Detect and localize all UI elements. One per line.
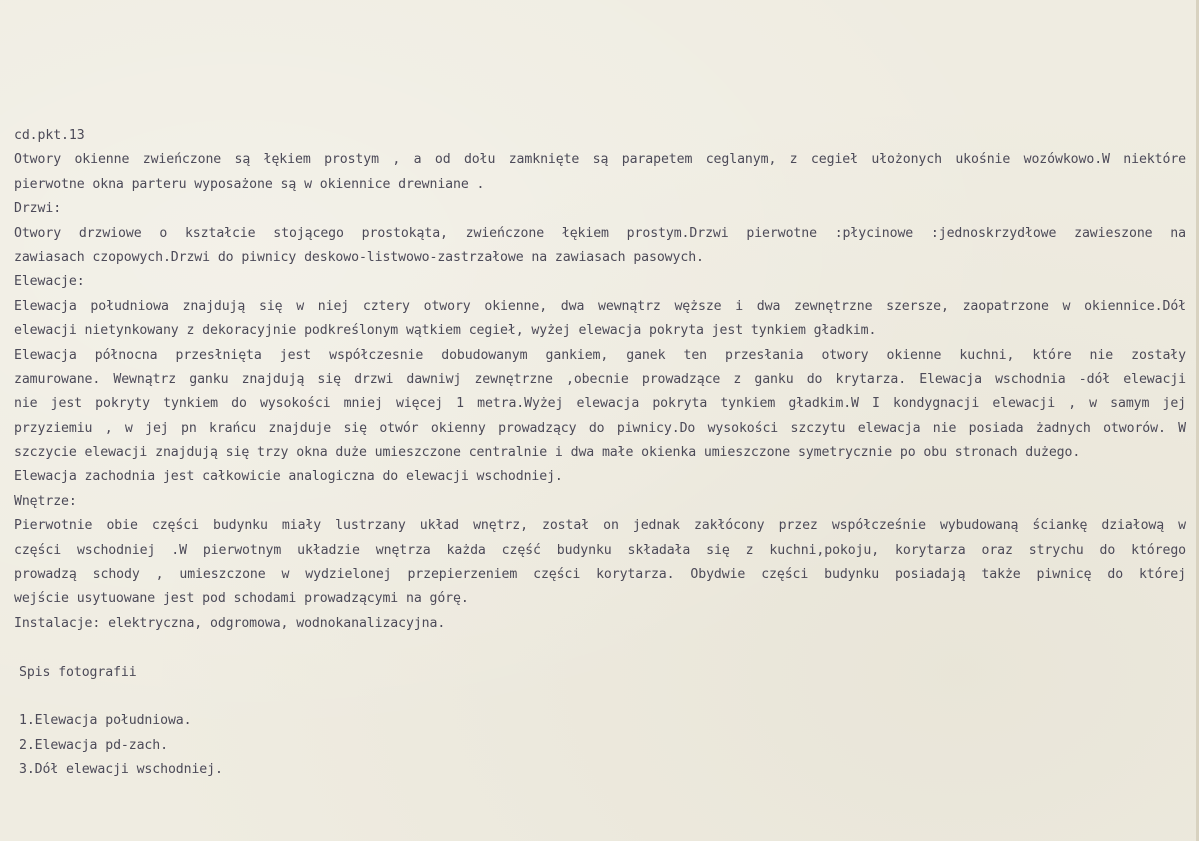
text-line: prowadzą schody , umieszczone w wydzielonej przepierzeniem części korytarza. Obydwie części budynku posiadają także piwnicę do której bbox=[14, 567, 1186, 583]
text-line: Elewacja północna przesłnięta jest współczesnie dobudowanym gankiem, ganek ten przesłania otwory okienne kuchni, które nie zostały bbox=[14, 347, 1186, 363]
text-line: Pierwotnie obie części budynku miały lustrzany układ wnętrz, został on jednak zakłócony przez współcześnie wybudowaną ściankę działową w bbox=[14, 518, 1186, 534]
photo-list-item: 2.Elewacja pd-zach. bbox=[19, 737, 168, 753]
text-line: Instalacje: elektryczna, odgromowa, wodnokanalizacyjna. bbox=[14, 615, 446, 631]
text-line: Wnętrze: bbox=[14, 493, 77, 509]
spacer bbox=[14, 636, 1186, 660]
photo-list-title: Spis fotografii bbox=[19, 664, 137, 680]
text-line: Drzwi: bbox=[14, 201, 62, 217]
text-line: zawiasach czopowych.Drzwi do piwnicy deskowo-listwowo-zastrzałowe na zawiasach pasowych. bbox=[14, 249, 704, 265]
photo-list bbox=[14, 709, 1186, 782]
photo-list-item: 1.Elewacja południowa. bbox=[19, 713, 192, 729]
photo-list-item: 3.Dół elewacji wschodniej. bbox=[19, 762, 223, 778]
text-line: Otwory drzwiowe o kształcie stojącego prostokąta, zwieńczone łękiem prostym.Drzwi pierwotne :płycinowe :jednoskrzydłowe zawieszone na bbox=[14, 225, 1186, 241]
text-line: Elewacje: bbox=[14, 274, 85, 290]
text-line: zamurowane. Wewnątrz ganku znajdują się drzwi dawniwj zewnętrzne ,obecnie prowadzące z ganku do krytarza. Elewacja wschodnia -dół elewacji bbox=[14, 371, 1186, 387]
text-line: pierwotne okna parteru wyposażone są w okiennice drewniane . bbox=[14, 176, 485, 192]
text-line: Otwory okienne zwieńczone są łękiem prostym , a od dołu zamknięte są parapetem ceglanym, z cegieł ułożonych ukośnie wozówkowo.W niektóre bbox=[14, 152, 1186, 168]
section-reference: cd.pkt.13 bbox=[14, 128, 85, 143]
text-line: części wschodniej .W pierwotnym układzie wnętrza każda część budynku składała się z kuchni,pokoju, korytarza oraz strychu do którego bbox=[14, 542, 1186, 558]
text-line: Elewacja południowa znajdują się w niej cztery otwory okienne, dwa wewnątrz węższe i dwa zewnętrzne szersze, zaopatrzone w okiennice.Dół bbox=[14, 298, 1186, 314]
text-line: przyziemiu , w jej pn krańcu znajduje się otwór okienny prowadzący do piwnicy.Do wysokości szczytu elewacja nie posiada żadnych otworów. W bbox=[14, 420, 1186, 436]
text-line: nie jest pokryty tynkiem do wysokości mniej więcej 1 metra.Wyżej elewacja pokryta tynkiem gładkim.W I kondygnacji elewacji , w samym jej bbox=[14, 396, 1186, 412]
text-line: szczycie elewacji znajdują się trzy okna duże umieszczone centralnie i dwa małe okienka umieszczone symetrycznie po obu stronach dużego. bbox=[14, 445, 1081, 461]
spacer bbox=[14, 685, 1186, 709]
document-body bbox=[14, 124, 1186, 783]
text-line: wejście usytuowane jest pod schodami prowadzącymi na górę. bbox=[14, 591, 469, 607]
text-line: elewacji nietynkowany z dekoracyjnie podkreślonym wątkiem cegieł, wyżej elewacja pokryta jest tynkiem gładkim. bbox=[14, 323, 877, 339]
paragraph-lines bbox=[14, 148, 1186, 636]
text-line: Elewacja zachodnia jest całkowicie analogiczna do elewacji wschodniej. bbox=[14, 469, 563, 485]
